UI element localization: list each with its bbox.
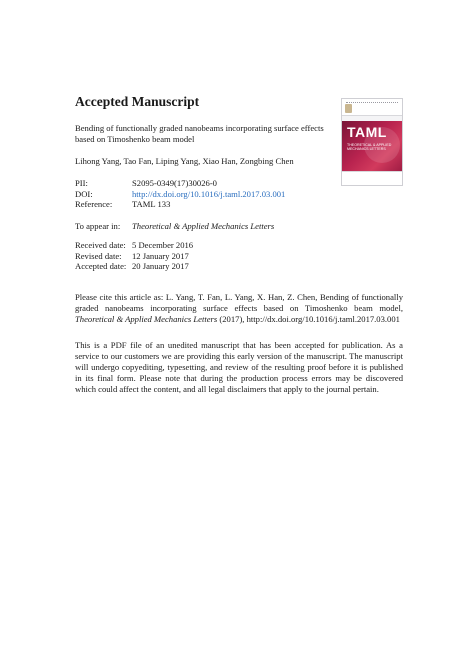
- publisher-logo-icon: [345, 104, 352, 113]
- cover-logo-text: TAML: [347, 124, 387, 140]
- cover-footer-strip: [342, 171, 402, 185]
- dates-block: [75, 240, 193, 272]
- received-label: Received date:: [75, 240, 126, 250]
- pii-row: [75, 178, 285, 189]
- citation-journal: Theoretical & Applied Mechanics Letters: [75, 314, 218, 324]
- pii-label: PII:: [75, 178, 88, 188]
- journal-cover-image: [341, 98, 403, 186]
- cover-header-dots: [346, 102, 398, 105]
- revised-value: 12 January 2017: [132, 250, 189, 261]
- appear-block: [75, 221, 274, 232]
- citation-lead: Please cite this article as: L. Yang, T. Fan, L. Yang, X. Han, Z. Chen, Bending of functionally graded nanobeams incorporating surface effects based on Timoshenko beam model,: [75, 292, 403, 313]
- accepted-row: [75, 261, 193, 272]
- reference-row: [75, 199, 285, 210]
- reference-value: TAML 133: [132, 199, 171, 210]
- doi-label: DOI:: [75, 188, 93, 199]
- identifier-block: [75, 178, 285, 210]
- cover-header-strip: [342, 99, 402, 116]
- pii-value: S2095-0349(17)30026-0: [132, 178, 217, 188]
- cover-subtitle: THEORETICAL & APPLIED MECHANICS LETTERS: [347, 143, 392, 152]
- appear-row: [75, 221, 274, 232]
- author-list: Lihong Yang, Tao Fan, Liping Yang, Xiao Han, Zongbing Chen: [75, 156, 294, 166]
- accepted-value: 20 January 2017: [132, 261, 189, 272]
- revised-row: [75, 251, 193, 262]
- citation-tail: (2017), http://dx.doi.org/10.1016/j.taml.2017.03.001: [217, 314, 400, 324]
- revised-label: Revised date:: [75, 250, 122, 261]
- appear-label: To appear in:: [75, 221, 121, 231]
- doi-link[interactable]: http://dx.doi.org/10.1016/j.taml.2017.03.001: [132, 188, 286, 199]
- disclaimer-paragraph: This is a PDF file of an unedited manuscript that has been accepted for publication. As a service to our customers we are providing this early version of the manuscript. The manuscript will undergo copyediting, typesetting, and review of the resulting proof before it is published in its final form. Please note that during the production process errors may be discovered which could affect the content, and all legal disclaimers that apply to the journal pertain.: [75, 340, 403, 394]
- page-heading: Accepted Manuscript: [75, 94, 200, 109]
- received-value: 5 December 2016: [132, 240, 194, 250]
- citation-paragraph: [75, 292, 403, 325]
- appear-journal: Theoretical & Applied Mechanics Letters: [132, 221, 275, 231]
- reference-label: Reference:: [75, 199, 113, 210]
- received-row: [75, 240, 193, 251]
- doi-row: [75, 189, 285, 200]
- accepted-label: Accepted date:: [75, 261, 127, 272]
- article-title: Bending of functionally graded nanobeams incorporating surface effects based on Timoshenko beam model: [75, 123, 324, 144]
